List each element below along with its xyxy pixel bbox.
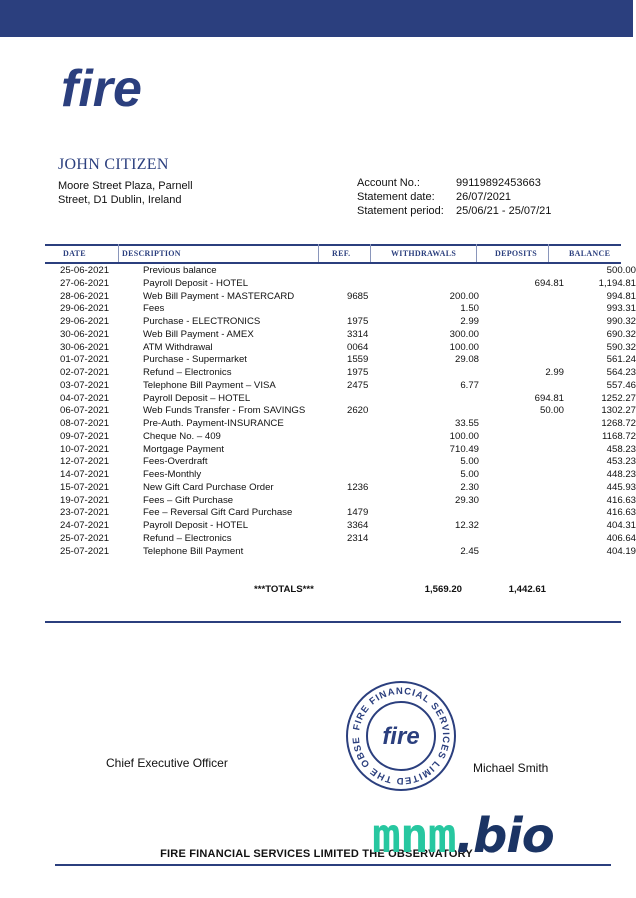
cell-description: Cheque No. – 409 <box>143 430 221 442</box>
table-row <box>45 405 636 418</box>
cell-deposit <box>479 329 564 342</box>
cell-deposit <box>479 469 564 482</box>
cell-description: Fees – Gift Purchase <box>143 494 234 506</box>
table-row <box>45 354 636 367</box>
table-row <box>45 456 636 469</box>
cell-ref <box>347 456 422 469</box>
cell-description: Web Bill Payment - MASTERCARD <box>143 290 295 302</box>
cell-ref: 1975 <box>347 316 369 327</box>
table-row <box>45 278 636 291</box>
cell-date: 06-07-2021 <box>60 405 110 417</box>
cell-withdrawal: 100.00 <box>449 430 479 442</box>
table-row <box>45 533 636 546</box>
table-row <box>45 444 636 457</box>
cell-ref <box>347 444 422 457</box>
cell-deposit <box>479 444 564 457</box>
cell-description: Fees <box>143 303 165 315</box>
cell-withdrawal: 33.55 <box>454 418 479 429</box>
cell-ref <box>347 431 422 444</box>
cell-balance: 404.19 <box>606 545 636 557</box>
cell-date: 03-07-2021 <box>60 379 110 391</box>
cell-date: 30-06-2021 <box>60 328 110 340</box>
cell-date: 12-07-2021 <box>60 456 110 468</box>
cell-date: 14-07-2021 <box>60 469 110 480</box>
column-divider <box>476 244 477 262</box>
cell-deposit: 694.81 <box>534 392 564 404</box>
cell-balance: 990.32 <box>606 316 636 327</box>
cell-date: 25-07-2021 <box>60 545 110 557</box>
cell-balance: 690.32 <box>606 328 636 340</box>
statement-date-label: Statement date: <box>357 191 435 203</box>
cell-balance: 1252.27 <box>601 392 636 404</box>
cell-date: 30-06-2021 <box>60 341 110 353</box>
table-row <box>45 469 636 482</box>
cell-balance: 416.63 <box>606 494 636 506</box>
cell-description: Telephone Bill Payment – VISA <box>143 379 276 391</box>
cell-balance: 458.23 <box>606 443 636 455</box>
cell-description: Previous balance <box>143 265 217 276</box>
cell-ref <box>347 546 422 559</box>
cell-description: Purchase - ELECTRONICS <box>143 316 261 327</box>
cell-deposit <box>479 380 564 393</box>
cell-withdrawal <box>422 278 479 291</box>
cell-description: Pre-Auth. Payment-INSURANCE <box>143 418 284 429</box>
cell-ref: 3364 <box>347 520 369 531</box>
cell-description: Fees-Overdraft <box>143 456 208 468</box>
cell-balance: 453.23 <box>606 456 636 468</box>
table-row <box>45 431 636 444</box>
cell-date: 01-07-2021 <box>60 354 110 366</box>
cell-description: Refund – Electronics <box>143 532 232 544</box>
cell-balance: 994.81 <box>606 290 636 302</box>
cell-balance: 1168.72 <box>602 430 636 442</box>
cell-description: Mortgage Payment <box>143 443 225 455</box>
cell-description: Web Bill Payment - AMEX <box>143 328 254 340</box>
cell-withdrawal <box>422 405 479 418</box>
cell-deposit <box>479 265 564 278</box>
cell-balance: 1302.27 <box>601 405 636 417</box>
cell-deposit <box>479 342 564 355</box>
cell-date: 29-06-2021 <box>60 303 110 315</box>
svg-text:fire: fire <box>382 723 420 750</box>
watermark: mnm.bio <box>372 808 554 864</box>
cell-date: 10-07-2021 <box>60 443 110 455</box>
address-line-2: Street, D1 Dublin, Ireland <box>58 194 182 206</box>
account-number-value: 99119892453663 <box>456 177 541 189</box>
cell-ref: 9685 <box>347 290 369 302</box>
cell-ref: 2620 <box>347 405 369 417</box>
cell-withdrawal: 5.00 <box>460 469 479 480</box>
cell-balance: 1,194.81 <box>598 277 636 289</box>
cell-deposit <box>479 418 564 431</box>
cell-description: Refund – Electronics <box>143 367 232 378</box>
totals-label: ***TOTALS*** <box>254 584 314 595</box>
cell-withdrawal: 100.00 <box>449 341 479 353</box>
table-row <box>45 546 636 559</box>
cell-withdrawal: 2.30 <box>460 481 479 493</box>
table-row <box>45 303 636 316</box>
table-row <box>45 495 636 508</box>
table-row <box>45 393 636 406</box>
cell-deposit <box>479 303 564 316</box>
statement-period-value: 25/06/21 - 25/07/21 <box>456 205 552 217</box>
cell-withdrawal <box>422 393 479 406</box>
cell-withdrawal: 710.49 <box>449 443 479 455</box>
statement-period-label: Statement period: <box>357 205 444 217</box>
cell-description: Payroll Deposit - HOTEL <box>143 277 249 289</box>
cell-ref <box>347 495 422 508</box>
cell-ref: 2475 <box>347 379 369 391</box>
statement-date-value: 26/07/2021 <box>456 191 512 203</box>
table-row <box>45 342 636 355</box>
cell-date: 02-07-2021 <box>60 367 110 378</box>
table-bottom-rule <box>45 621 621 623</box>
cell-withdrawal: 1.50 <box>460 303 479 315</box>
cell-deposit <box>479 431 564 444</box>
cell-description: New Gift Card Purchase Order <box>143 481 274 493</box>
header-band <box>0 0 633 37</box>
table-row <box>45 265 636 278</box>
cell-date: 09-07-2021 <box>60 430 110 442</box>
cell-deposit <box>479 354 564 367</box>
table-top-rule <box>45 244 621 246</box>
cell-deposit: 50.00 <box>539 405 564 417</box>
cell-ref: 1975 <box>347 367 369 378</box>
cell-date: 24-07-2021 <box>60 520 110 531</box>
cell-balance: 993.31 <box>606 303 636 315</box>
cell-ref: 1479 <box>347 507 369 519</box>
table-header-rule <box>45 262 621 264</box>
col-header-deposits: DEPOSITS <box>495 249 537 258</box>
cell-date: 08-07-2021 <box>60 418 110 429</box>
cell-deposit <box>479 456 564 469</box>
cell-balance: 500.00 <box>606 265 636 276</box>
col-header-date: DATE <box>63 249 86 258</box>
column-divider <box>548 244 549 262</box>
cell-description: Fees-Monthly <box>143 469 202 480</box>
cell-description: Payroll Deposit - HOTEL <box>143 520 249 531</box>
cell-ref <box>347 393 422 406</box>
totals-deposits: 1,442.61 <box>508 584 546 595</box>
cell-ref <box>347 265 422 278</box>
cell-balance: 1268.72 <box>601 418 636 429</box>
cell-description: ATM Withdrawal <box>143 341 213 353</box>
cell-deposit <box>479 495 564 508</box>
cell-deposit <box>479 546 564 559</box>
customer-address <box>58 179 193 207</box>
cell-balance: 416.63 <box>606 507 636 519</box>
cell-date: 23-07-2021 <box>60 507 110 519</box>
cell-withdrawal: 12.32 <box>454 520 479 531</box>
svg-text:fire: fire <box>61 60 142 118</box>
cell-withdrawal <box>422 265 479 278</box>
svg-text:FIRE FINANCIAL SERVICES LIMITE: FIRE FINANCIAL SERVICES LIMITED THE OBSE <box>350 685 452 787</box>
cell-date: 25-06-2021 <box>60 265 110 276</box>
cell-deposit <box>479 316 564 329</box>
cell-balance: 590.32 <box>606 341 636 353</box>
table-row <box>45 316 636 329</box>
cell-date: 28-06-2021 <box>60 290 110 302</box>
column-divider <box>118 244 119 262</box>
cell-deposit <box>479 291 564 304</box>
cell-date: 27-06-2021 <box>60 277 110 289</box>
fire-logo <box>59 58 165 120</box>
cell-date: 04-07-2021 <box>60 392 110 404</box>
cell-date: 29-06-2021 <box>60 316 110 327</box>
cell-balance: 445.93 <box>606 481 636 493</box>
cell-withdrawal: 29.30 <box>454 494 479 506</box>
col-header-ref: REF. <box>332 249 351 258</box>
table-row <box>45 520 636 533</box>
cell-description: Payroll Deposit – HOTEL <box>143 392 251 404</box>
col-header-withdrawals: WITHDRAWALS <box>391 249 457 258</box>
cell-ref <box>347 469 422 482</box>
cell-balance: 404.31 <box>606 520 636 531</box>
customer-name: JOHN CITIZEN <box>58 156 169 173</box>
column-divider <box>318 244 319 262</box>
signatory-name: Michael Smith <box>473 761 549 775</box>
cell-ref <box>347 418 422 431</box>
signatory-title: Chief Executive Officer <box>106 756 228 770</box>
cell-date: 15-07-2021 <box>60 481 110 493</box>
cell-withdrawal <box>422 533 479 546</box>
col-header-balance: BALANCE <box>569 249 611 258</box>
cell-withdrawal: 5.00 <box>460 456 479 468</box>
table-row <box>45 291 636 304</box>
address-line-1: Moore Street Plaza, Parnell <box>58 180 193 192</box>
cell-description: Fee – Reversal Gift Card Purchase <box>143 507 293 519</box>
totals-withdrawals: 1,569.20 <box>424 584 462 595</box>
table-row <box>45 482 636 495</box>
table-row <box>45 329 636 342</box>
cell-withdrawal: 29.08 <box>454 354 479 366</box>
cell-withdrawal <box>422 507 479 520</box>
cell-balance: 561.24 <box>606 354 636 366</box>
cell-ref: 2314 <box>347 532 369 544</box>
cell-ref: 1559 <box>347 354 369 366</box>
cell-deposit: 2.99 <box>545 367 564 378</box>
table-row <box>45 380 636 393</box>
table-row <box>45 507 636 520</box>
col-header-description: DESCRIPTION <box>122 249 181 258</box>
cell-balance: 564.23 <box>606 367 636 378</box>
cell-withdrawal: 2.45 <box>460 545 479 557</box>
company-stamp <box>345 680 457 792</box>
transactions-table <box>45 265 636 558</box>
cell-withdrawal: 300.00 <box>449 328 479 340</box>
table-row <box>45 367 636 380</box>
cell-ref: 3314 <box>347 328 369 340</box>
cell-date: 19-07-2021 <box>60 494 110 506</box>
cell-withdrawal: 6.77 <box>460 379 479 391</box>
cell-withdrawal: 2.99 <box>460 316 479 327</box>
footer-company: FIRE FINANCIAL SERVICES LIMITED THE OBSERVATORY <box>160 848 473 860</box>
cell-description: Purchase - Supermarket <box>143 354 247 366</box>
table-row <box>45 418 636 431</box>
cell-deposit <box>479 482 564 495</box>
account-number-label: Account No.: <box>357 177 420 189</box>
account-info <box>357 176 551 218</box>
column-divider <box>370 244 371 262</box>
cell-balance: 448.23 <box>606 469 636 480</box>
cell-deposit <box>479 533 564 546</box>
cell-balance: 557.46 <box>606 379 636 391</box>
cell-ref: 1236 <box>347 481 369 493</box>
cell-deposit: 694.81 <box>534 277 564 289</box>
cell-ref: 0064 <box>347 341 369 353</box>
cell-deposit <box>479 507 564 520</box>
cell-description: Telephone Bill Payment <box>143 545 244 557</box>
cell-ref <box>347 303 422 316</box>
cell-withdrawal <box>422 367 479 380</box>
footer-rule <box>55 864 611 866</box>
cell-date: 25-07-2021 <box>60 532 110 544</box>
cell-balance: 406.64 <box>606 532 636 544</box>
cell-withdrawal: 200.00 <box>449 290 479 302</box>
cell-description: Web Funds Transfer - From SAVINGS <box>143 405 306 417</box>
cell-ref <box>347 278 422 291</box>
cell-deposit <box>479 520 564 533</box>
